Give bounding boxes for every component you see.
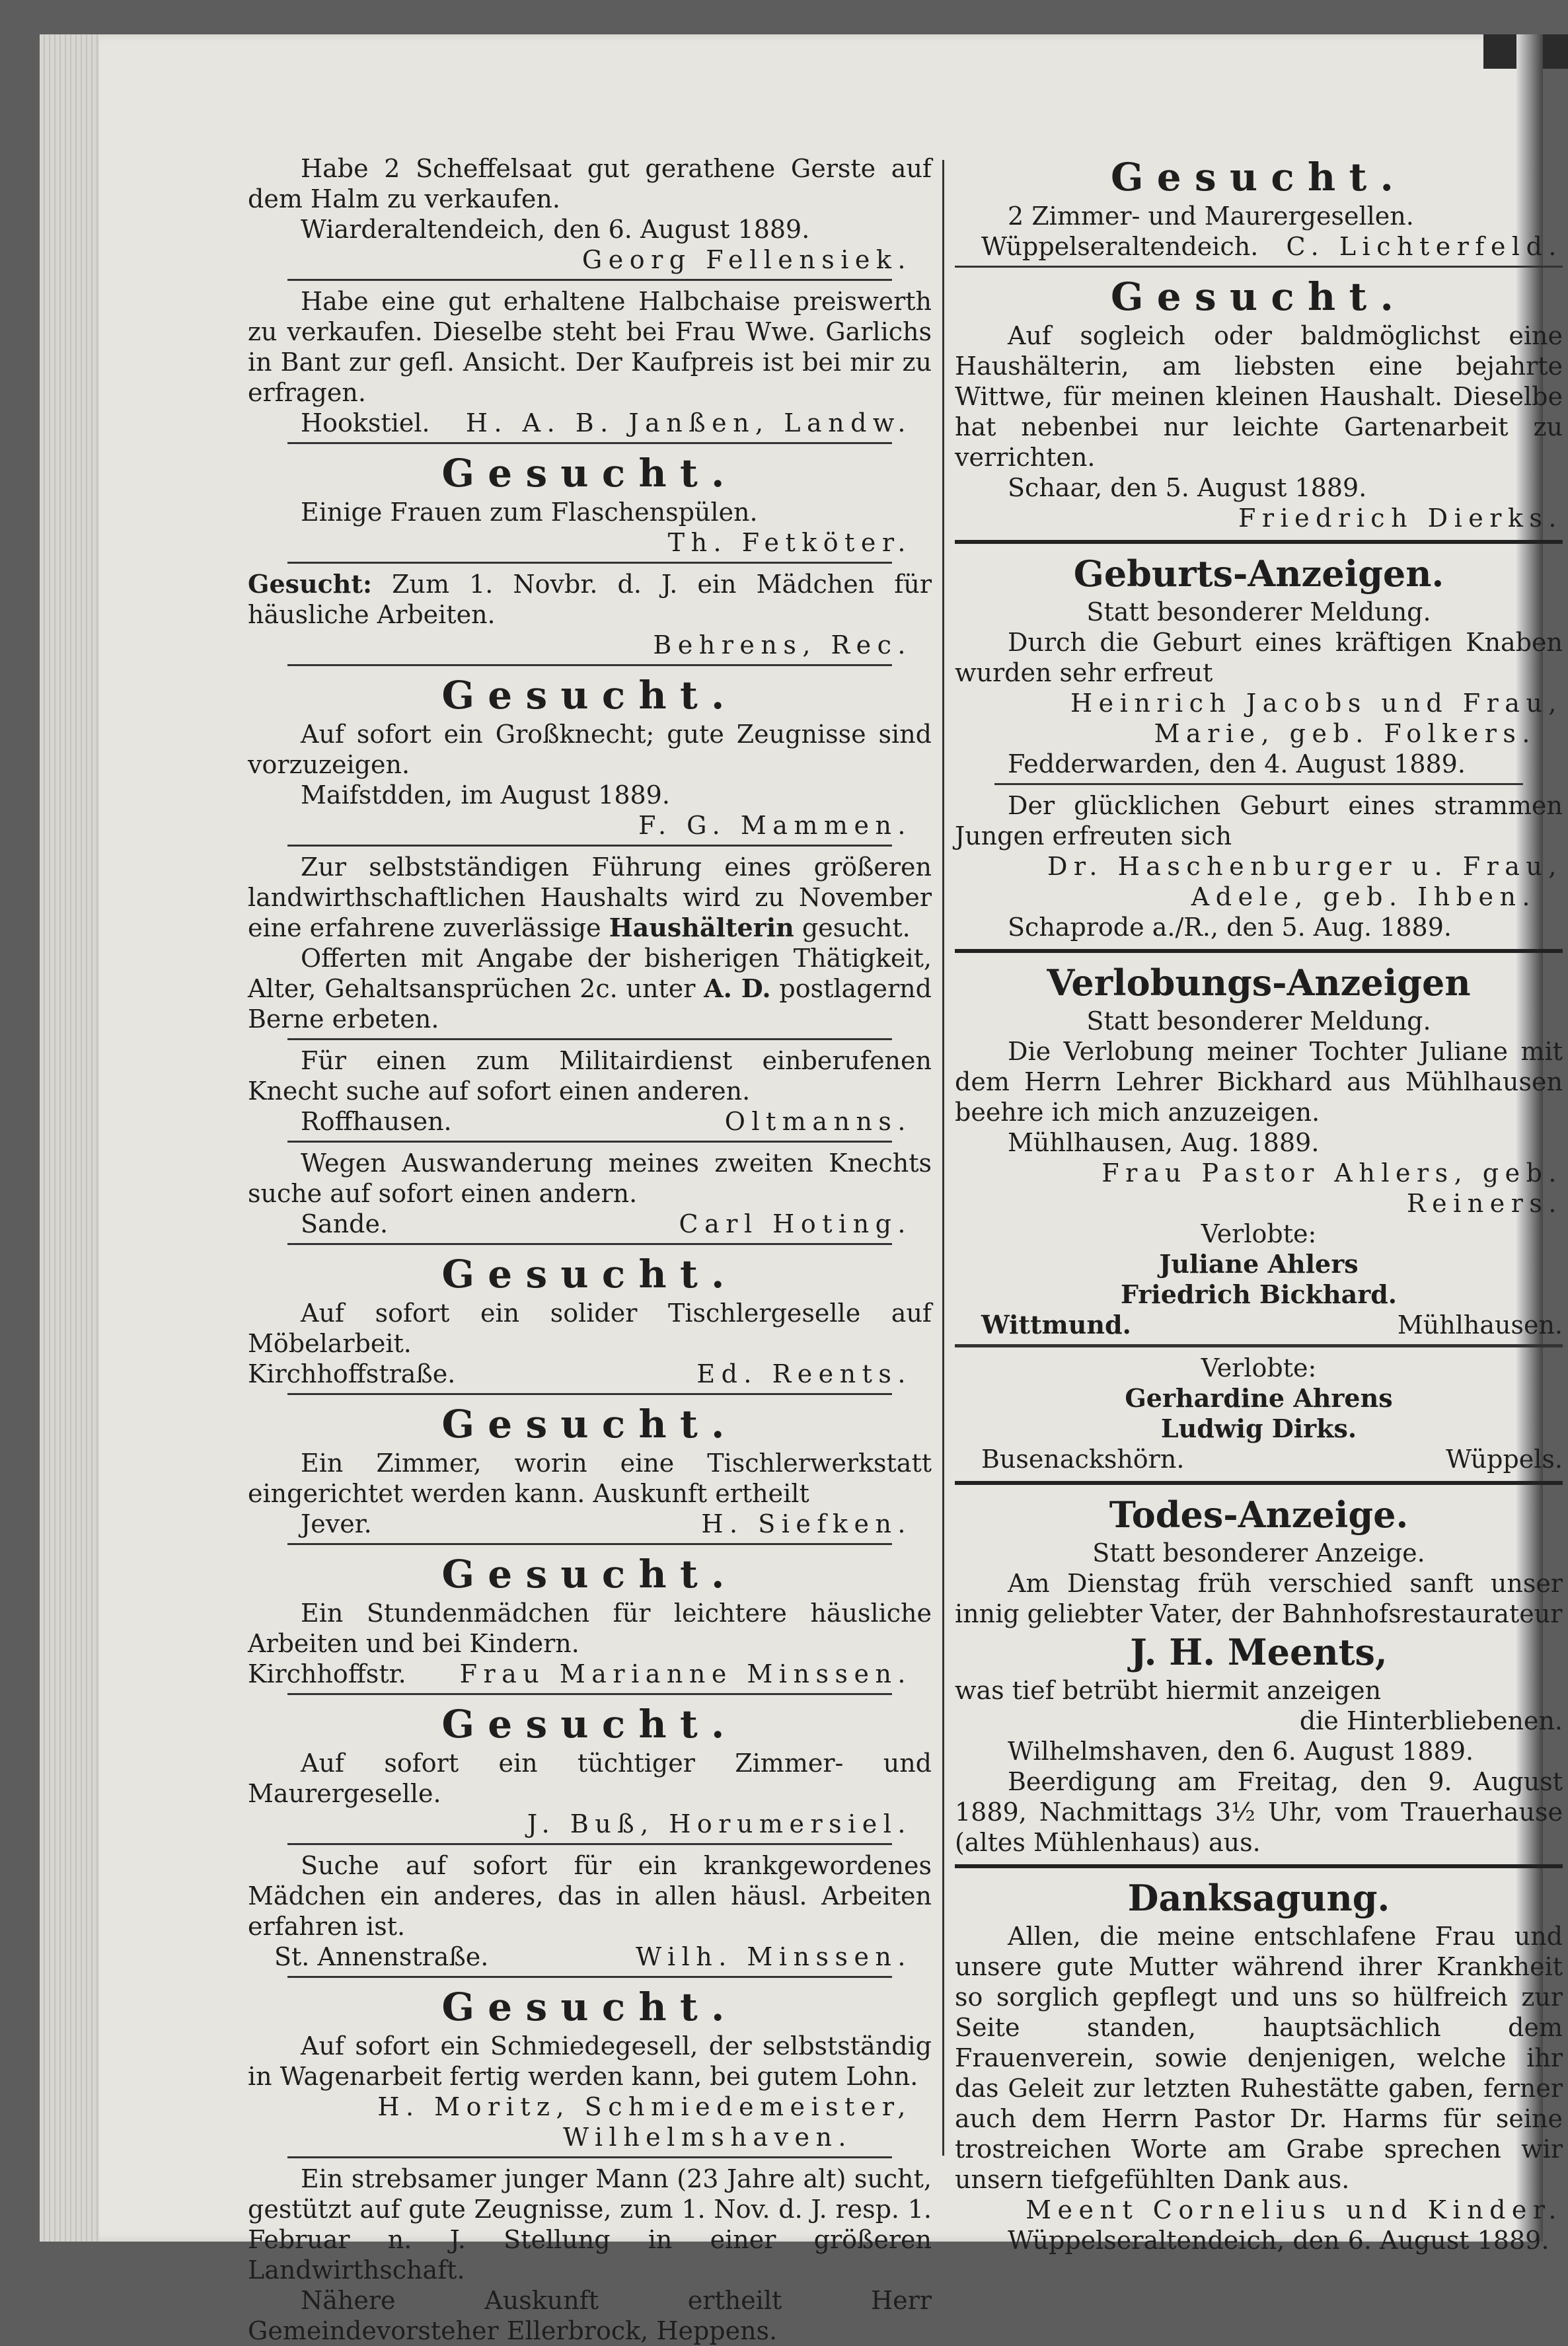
ad-place: Kirchhoffstraße.	[248, 1359, 456, 1388]
ad-maurergesellen	[955, 153, 1563, 262]
ad-signer: Ed. Reents.	[696, 1359, 912, 1388]
ad-text: Durch die Geburt eines kräftigen Knaben wurden sehr erfreut	[955, 628, 1563, 687]
ad-place: Kirchhoffstr.	[248, 1659, 406, 1688]
ad-haushaelterin-schaar	[955, 273, 1563, 533]
ad-stundenmaedchen	[248, 1550, 932, 1689]
ad-keyword: Haushälterin	[609, 913, 794, 942]
ad-place-date: Schaprode a./R., den 5. Aug. 1889.	[1008, 913, 1452, 942]
ad-text: Die Verlobung meiner Tochter Juliane mit dem Herrn Lehrer Bickhard aus Mühlhausen beehre ich mich anzuzeigen.	[955, 1037, 1563, 1127]
ad-maurergeselle	[248, 1700, 932, 1839]
ad-heading: Gesucht.	[441, 451, 738, 496]
rule	[955, 1344, 1563, 1347]
ad-text: Beerdigung am Freitag, den 9. August 1889, Nachmittags 3½ Uhr, vom Trauerhause (altes Mühlenhaus) aus.	[955, 1767, 1563, 1857]
ad-signer: H. A. B. Janßen, Landw.	[465, 408, 912, 437]
ad-maedchen	[248, 569, 932, 660]
ad-signer: C. Lichterfeld.	[1286, 232, 1563, 261]
ad-text: Auf sofort ein tüchtiger Zimmer- und Maurergeselle.	[248, 1749, 932, 1808]
ad-zimmer-werkstatt	[248, 1400, 932, 1539]
section-rule	[955, 540, 1563, 544]
ad-heading: Gesucht.	[441, 673, 738, 718]
rule	[287, 1843, 892, 1845]
ad-text: Ein Zimmer, worin eine Tischlerwerkstatt eingerichtet werden kann. Auskunft ertheilt	[248, 1449, 932, 1508]
ad-place: St. Annenstraße.	[274, 1942, 489, 1971]
rule	[287, 1693, 892, 1695]
ad-text: Auf sofort ein Großknecht; gute Zeugnisse sind vorzuzeigen.	[248, 720, 932, 779]
ad-place-date: Schaar, den 5. August 1889.	[1008, 473, 1367, 502]
ad-signer: Oltmanns.	[724, 1107, 912, 1136]
ad-text: Zur selbstständigen Führung eines größeren landwirthschaftlichen Haushalts wird zu November eine erfahrene zuverlässige	[248, 852, 932, 942]
ad-text: Auf sofort ein Schmiedegesell, der selbstständig in Wagenarbeit fertig werden kann, bei gutem Lohn.	[248, 2031, 932, 2091]
section-rule	[955, 1481, 1563, 1485]
section-rule	[955, 1864, 1563, 1868]
ad-text: Ein strebsamer junger Mann (23 Jahre alt) sucht, gestützt auf gute Zeugnisse, zum 1. Nov. d. J. resp. 1. Februar n. J. Stellung in einer größeren Landwirthschaft.	[248, 2164, 932, 2285]
rule	[287, 442, 892, 444]
ad-text: postlagernd Berne erbeten.	[248, 974, 932, 1034]
ad-text: Allen, die meine entschlafene Frau und unsere gute Mutter während ihrer Krankheit so sorglich gepflegt und uns so hülfreich zur Seite standen, hauptsächlich dem Frauenverein, sowie denjenigen, welche ihr das Geleit zur letzten Ruhestätte gaben, ferner auch dem Herrn Pastor Dr. Harms für seine trostreichen Worte am Grabe sprechen wir unsern tiefgefühlten Dank aus.	[955, 1922, 1563, 2194]
section-heading: Danksagung.	[1127, 1877, 1390, 1919]
ad-text: Ein Stundenmädchen für leichtere häusliche Arbeiten und bei Kindern.	[248, 1599, 932, 1658]
ad-gerste	[248, 153, 932, 275]
ad-signer: Heinrich Jacobs und Frau,	[1070, 689, 1563, 718]
ad-signer: Frau Pastor Ahlers, geb. Reiners.	[1101, 1158, 1563, 1218]
ad-signer: Frau Marianne Minssen.	[459, 1659, 912, 1688]
ad-schmiedegesell	[248, 1983, 932, 2152]
ad-flaschenspuelen	[248, 449, 932, 558]
newspaper-page	[40, 34, 1563, 2345]
section-thanks	[955, 1875, 1563, 2255]
section-heading: Verlobungs-Anzeigen	[1047, 962, 1471, 1004]
ad-signer: Georg Fellensiek.	[581, 245, 912, 274]
ad-signer: Wilh. Minssen.	[636, 1942, 912, 1971]
ad-text: Der glücklichen Geburt eines strammen Jungen erfreuten sich	[955, 791, 1563, 851]
ad-knecht-auswanderung	[248, 1148, 932, 1239]
section-subheading: Statt besonderer Meldung.	[1086, 597, 1431, 626]
ad-signer: Dr. Haschenburger u. Frau,	[1047, 852, 1563, 881]
rule	[287, 1141, 892, 1143]
right-column	[955, 153, 1563, 2255]
ad-text: Habe eine gut erhaltene Halbchaise preiswerth zu verkaufen. Dieselbe steht bei Frau Wwe. Garlichs in Bant zur gefl. Ansicht. Der Kaufpreis ist bei mir zu erfragen.	[248, 287, 932, 407]
ad-text: Auf sofort ein solider Tischlergeselle auf Möbelarbeit.	[248, 1299, 932, 1358]
column-divider	[942, 160, 944, 2156]
ad-signer: Meent Cornelius und Kinder.	[1026, 2195, 1563, 2224]
ad-code: A. D.	[704, 973, 771, 1003]
ad-signer: Marie, geb. Folkers.	[1154, 719, 1536, 748]
ad-krankes-maedchen	[248, 1850, 932, 1972]
ad-text: 2 Zimmer- und Maurergesellen.	[1008, 202, 1414, 231]
ad-heading: Gesucht.	[441, 1552, 738, 1597]
rule	[287, 1038, 892, 1040]
engaged-name: Gerhardine Ahrens	[1125, 1383, 1393, 1413]
left-column	[248, 153, 932, 2346]
ad-signer: die Hinterbliebenen.	[1299, 1706, 1563, 1735]
rule	[287, 562, 892, 564]
ad-place: Hookstiel.	[301, 408, 430, 437]
ad-text: Suche auf sofort für ein krankgewordenes Mädchen ein anderes, das in allen häusl. Arbeiten erfahren ist.	[248, 1851, 932, 1941]
ad-text: Einige Frauen zum Flaschenspülen.	[301, 498, 758, 527]
engaged-place: Busenackshörn.	[981, 1445, 1185, 1474]
ad-text: Für einen zum Militairdienst einberufenen Knecht suche auf sofort einen anderen.	[248, 1046, 932, 1106]
ad-text: Nähere Auskunft ertheilt Herr Gemeindevorsteher Ellerbrock, Heppens.	[248, 2286, 932, 2345]
ad-lead: Gesucht:	[248, 569, 372, 599]
ad-heading: Gesucht.	[441, 1252, 738, 1297]
rule	[287, 664, 892, 666]
rule	[287, 1243, 892, 1245]
ad-signer: J. Buß, Horumersiel.	[527, 1809, 912, 1838]
ad-signer: Friedrich Dierks.	[1238, 504, 1563, 533]
ad-halbchaise	[248, 286, 932, 438]
ad-signer: Behrens, Rec.	[653, 630, 912, 660]
ad-tischlergeselle	[248, 1250, 932, 1389]
rule	[287, 279, 892, 281]
ad-text: Am Dienstag früh verschied sanft unser innig geliebter Vater, der Bahnhofsrestaurateur	[955, 1569, 1563, 1628]
ad-knecht-militair	[248, 1045, 932, 1137]
ad-signer: H. Moritz, Schmiedemeister,	[377, 2092, 912, 2121]
engaged-name: Ludwig Dirks.	[1160, 1414, 1357, 1443]
engaged-name: Juliane Ahlers	[1159, 1249, 1359, 1279]
ad-place-date: Wilhelmshaven, den 6. August 1889.	[1008, 1737, 1474, 1766]
rule	[955, 266, 1563, 268]
ad-heading: Gesucht.	[441, 1702, 738, 1747]
engaged-place: Wittmund.	[981, 1310, 1131, 1340]
section-heading: Geburts-Anzeigen.	[1073, 552, 1444, 595]
ad-place-date: Fedderwarden, den 4. August 1889.	[1008, 749, 1466, 778]
rule	[287, 1976, 892, 1978]
ad-heading: Gesucht.	[441, 1402, 738, 1447]
ad-signer-place: Wilhelmshaven.	[563, 2123, 852, 2152]
ad-text: Zum 1. Novbr. d. J. ein Mädchen für häusliche Arbeiten.	[248, 570, 932, 629]
rule	[287, 2156, 892, 2158]
ad-heading: Gesucht.	[1110, 155, 1407, 200]
ad-text: Offerten mit Angabe der bisherigen Thätigkeit, Alter, Gehaltsansprüchen 2c. unter	[248, 944, 932, 1003]
ad-text: gesucht.	[802, 913, 911, 942]
ad-junger-mann	[248, 2164, 932, 2346]
ad-signer: Th. Fetköter.	[667, 528, 912, 557]
ad-place: Jever.	[301, 1509, 372, 1538]
section-heading: Todes-Anzeige.	[1109, 1494, 1409, 1536]
ad-place-date: Maifstdden, im August 1889.	[301, 780, 670, 810]
ad-text: Wegen Auswanderung meines zweiten Knechts suche auf sofort einen andern.	[248, 1149, 932, 1208]
ad-place: Roffhausen.	[301, 1107, 452, 1136]
section-births	[955, 550, 1563, 942]
ad-place: Sande.	[301, 1209, 389, 1238]
ad-heading: Gesucht.	[1110, 274, 1407, 319]
ad-haushaelterin	[248, 852, 932, 1034]
section-death	[955, 1492, 1563, 1858]
ad-text: was tief betrübt hiermit anzeigen	[955, 1676, 1382, 1705]
ad-place-date: Mühlhausen, Aug. 1889.	[1008, 1128, 1320, 1157]
rule	[287, 1543, 892, 1545]
ad-signer: Adele, geb. Ihben.	[1191, 882, 1536, 911]
engaged-place: Wüppels.	[1446, 1445, 1563, 1474]
section-subheading: Statt besonderer Meldung.	[1086, 1006, 1431, 1036]
rule	[994, 783, 1523, 785]
ad-place-date: Wiarderaltendeich, den 6. August 1889.	[301, 215, 810, 244]
ad-place-date: Wüppelseraltendeich, den 6. August 1889.	[1008, 2226, 1549, 2255]
engaged-label: Verlobte:	[1201, 1353, 1317, 1382]
engaged-name: Friedrich Bickhard.	[1120, 1279, 1398, 1309]
ad-signer: H. Siefken.	[701, 1509, 912, 1538]
engaged-label: Verlobte:	[1201, 1219, 1317, 1248]
section-rule	[955, 949, 1563, 953]
engaged-place: Mühlhausen.	[1397, 1310, 1563, 1340]
deceased-name: J. H. Meents,	[1130, 1631, 1388, 1673]
ad-text: Habe 2 Scheffelsaat gut gerathene Gerste auf dem Halm zu verkaufen.	[248, 154, 932, 213]
rule	[287, 845, 892, 847]
ad-signer: F. G. Mammen.	[638, 811, 912, 840]
ad-text: Auf sogleich oder baldmöglichst eine Haushälterin, am liebsten eine bejahrte Wittwe, für meinen kleinen Haushalt. Dieselbe hat nebenbei nur leichte Gartenarbeit zu verrichten.	[955, 321, 1563, 472]
ad-signer: Carl Hoting.	[679, 1209, 912, 1238]
ad-grossknecht	[248, 671, 932, 841]
section-subheading: Statt besonderer Anzeige.	[1092, 1538, 1425, 1568]
ad-place: Wüppelseraltendeich.	[981, 232, 1259, 261]
ad-heading: Gesucht.	[441, 1985, 738, 2029]
section-engagements	[955, 960, 1563, 1474]
rule	[287, 1393, 892, 1395]
